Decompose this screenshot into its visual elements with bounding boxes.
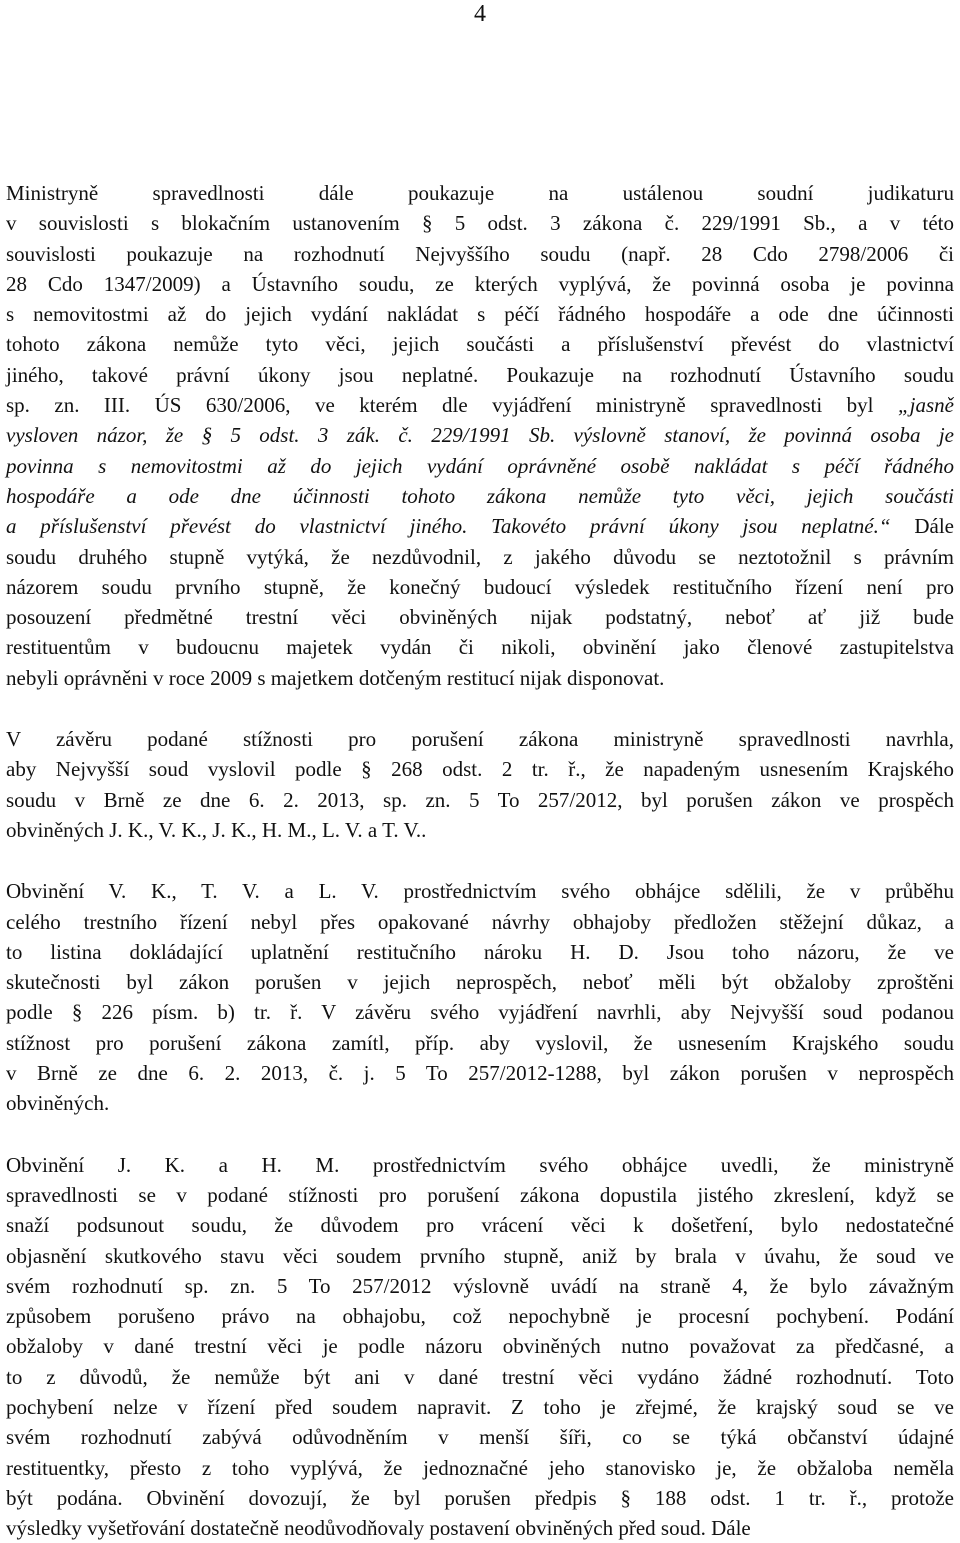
text-line [6, 1028, 954, 1058]
line-text: soudu druhého stupně vytýká, že nezdůvodnil, z jakého důvodu se neztotožnil s právním [6, 544, 954, 569]
text-line [6, 511, 954, 541]
text-line [6, 1180, 954, 1210]
line-text: s nemovitostmi až do jejich vydání nakládat s péčí řádného hospodáře a ode dne účinnosti [6, 302, 954, 327]
line-text: názorem soudu prvního stupně, že konečný budoucí výsledek restitučního řízení není pro [6, 574, 954, 599]
text-line [6, 1271, 954, 1301]
text-line [6, 967, 954, 997]
paragraph [6, 724, 954, 845]
text-line [6, 1392, 954, 1422]
line-text: obviněných J. K., V. K., J. K., H. M., L. V. a T. V.. [6, 817, 427, 842]
text-line [6, 1483, 954, 1513]
line-text: výsledky vyšetřování dostatečně neodůvodňovaly postavení obviněných před soud. Dále [6, 1516, 751, 1541]
italic-text: vysloven názor, že § 5 odst. 3 zák. č. 229/1991 Sb. výslovně stanoví, že povinná osoba je [6, 423, 954, 448]
text-line [6, 907, 954, 937]
italic-text: a příslušenství převést do vlastnictví jiného. Takovéto právní úkony jsou neplatné.“ [6, 514, 891, 539]
text-line [6, 663, 954, 693]
line-text: obžaloby v dané trestní věci je podle názoru obviněných nutno považovat za předčasné, a [6, 1334, 954, 1359]
line-text: stížnost pro porušení zákona zamítl, příp. aby vyslovil, že usnesením Krajského soudu [6, 1030, 954, 1055]
line-text: podle § 226 písm. b) tr. ř. V závěru svého vyjádření navrhli, aby Nejvyšší soud podanou [6, 1000, 954, 1025]
line-text: to listina dokládající uplatnění restitučního nároku H. D. Jsou toho názoru, že ve [6, 939, 954, 964]
line-text: Obvinění V. K., T. V. a L. V. prostřednictvím svého obhájce sdělili, že v průběhu [6, 879, 954, 904]
italic-text: povinna s nemovitostmi až do jejich vydání oprávněné osobě nakládat s péčí řádného [6, 453, 954, 478]
line-text: svém rozhodnutí zabývá odůvodněním v menší šíři, co se týká občanství údajné [6, 1425, 954, 1450]
text-line [6, 632, 954, 662]
line-text: posouzení předmětné trestní věci obviněných nijak podstatný, neboť ať již bude [6, 605, 954, 630]
line-text: snaží podsunout soudu, že důvodem pro vrácení věci k došetření, bylo nedostatečné [6, 1213, 954, 1238]
line-text: sp. zn. III. ÚS 630/2006, ve kterém dle vyjádření ministryně spravedlnosti byl [6, 393, 898, 418]
line-text: způsobem porušeno právo na obhajobu, což nepochybně je procesní pochybení. Podání [6, 1304, 954, 1329]
line-text: to z důvodů, že nemůže být ani v dané trestní věci vydáno žádné rozhodnutí. Toto [6, 1364, 954, 1389]
line-text: Obvinění J. K. a H. M. prostřednictvím svého obhájce uvedli, že ministryně [6, 1152, 954, 1177]
text-line [6, 785, 954, 815]
text-line [6, 1210, 954, 1240]
line-text: pochybení nelze v řízení před soudem napravit. Z toho je zřejmé, že krajský soud se ve [6, 1394, 954, 1419]
italic-text: hospodáře a ode dne účinnosti tohoto zákona nemůže tyto věci, jejich součásti [6, 483, 954, 508]
text-line [6, 997, 954, 1027]
text-line [6, 390, 954, 420]
paragraph-gap [6, 845, 954, 876]
text-line [6, 542, 954, 572]
text-line [6, 1453, 954, 1483]
line-text: být podána. Obvinění dovozují, že byl porušen předpis § 188 odst. 1 tr. ř., protože [6, 1485, 954, 1510]
paragraph-gap [6, 1119, 954, 1150]
text-line [6, 178, 954, 208]
italic-text: „jasně [897, 393, 954, 418]
text-line [6, 1058, 954, 1088]
text-line [6, 1362, 954, 1392]
line-text: obviněných. [6, 1091, 110, 1116]
text-line [6, 208, 954, 238]
text-line [6, 724, 954, 754]
text-line [6, 451, 954, 481]
line-text: celého trestního řízení nebyl přes opakované návrhy obhajoby předložen stěžejní důkaz, a [6, 909, 954, 934]
line-text: soudu v Brně ze dne 6. 2. 2013, sp. zn. 5 To 257/2012, byl porušen zákon ve prospěch [6, 787, 954, 812]
paragraph [6, 178, 954, 693]
line-text: Dále [890, 514, 954, 539]
text-line [6, 239, 954, 269]
line-text: restituentky, přesto z toho vyplývá, že jednoznačné jeho stanovisko je, že obžaloba neměla [6, 1455, 954, 1480]
line-text: objasnění skutkového stavu věci soudem prvního stupně, aniž by brala v úvahu, že soud ve [6, 1243, 954, 1268]
text-line [6, 1513, 954, 1543]
text-line [6, 420, 954, 450]
text-line [6, 269, 954, 299]
paragraph-gap [6, 693, 954, 724]
text-line [6, 937, 954, 967]
line-text: Ministryně spravedlnosti dále poukazuje na ustálenou soudní judikaturu [6, 181, 954, 205]
line-text: aby Nejvyšší soud vyslovil podle § 268 odst. 2 tr. ř., že napadeným usnesením Krajského [6, 757, 954, 782]
text-line [6, 602, 954, 632]
text-line [6, 876, 954, 906]
text-line [6, 1088, 954, 1118]
text-line [6, 572, 954, 602]
line-text: restituentům v budoucnu majetek vydán či nikoli, obvinění jako členové zastupitelstva [6, 635, 954, 660]
line-text: svém rozhodnutí sp. zn. 5 To 257/2012 výslovně uvádí na straně 4, že bylo závažným [6, 1273, 954, 1298]
page-number: 4 [474, 1, 486, 27]
line-text: souvislosti poukazuje na rozhodnutí Nejvyššího soudu (např. 28 Cdo 2798/2006 či [6, 241, 954, 266]
line-text: 28 Cdo 1347/2009) a Ústavního soudu, ze kterých vyplývá, že povinná osoba je povinna [6, 271, 954, 296]
paragraph [6, 876, 954, 1118]
text-line [6, 481, 954, 511]
text-line [6, 329, 954, 359]
text-line [6, 1241, 954, 1271]
text-line [6, 1301, 954, 1331]
text-line [6, 815, 954, 845]
line-text: nebyli oprávněni v roce 2009 s majetkem dotčeným restitucí nijak disponovat. [6, 665, 665, 690]
paragraph [6, 1150, 954, 1543]
text-line [6, 360, 954, 390]
line-text: v Brně ze dne 6. 2. 2013, č. j. 5 To 257/2012-1288, byl zákon porušen v neprospěch [6, 1061, 954, 1086]
line-text: spravedlnosti se v podané stížnosti pro porušení zákona dopustila jistého zkreslení, když se [6, 1182, 954, 1207]
line-text: tohoto zákona nemůže tyto věci, jejich součásti a příslušenství převést do vlastnictví [6, 332, 954, 357]
text-line [6, 299, 954, 329]
text-line [6, 754, 954, 784]
text-line [6, 1331, 954, 1361]
text-line [6, 1422, 954, 1452]
line-text: skutečnosti byl zákon porušen v jejich neprospěch, neboť měli být obžaloby zproštěni [6, 970, 954, 995]
line-text: jiného, takové právní úkony jsou neplatné. Poukazuje na rozhodnutí Ústavního soudu [6, 362, 954, 387]
line-text: v souvislosti s blokačním ustanovením § 5 odst. 3 zákona č. 229/1991 Sb., a v této [6, 211, 954, 236]
document-body [6, 178, 954, 1543]
line-text: V závěru podané stížnosti pro porušení zákona ministryně spravedlnosti navrhla, [6, 727, 954, 752]
text-line [6, 1150, 954, 1180]
